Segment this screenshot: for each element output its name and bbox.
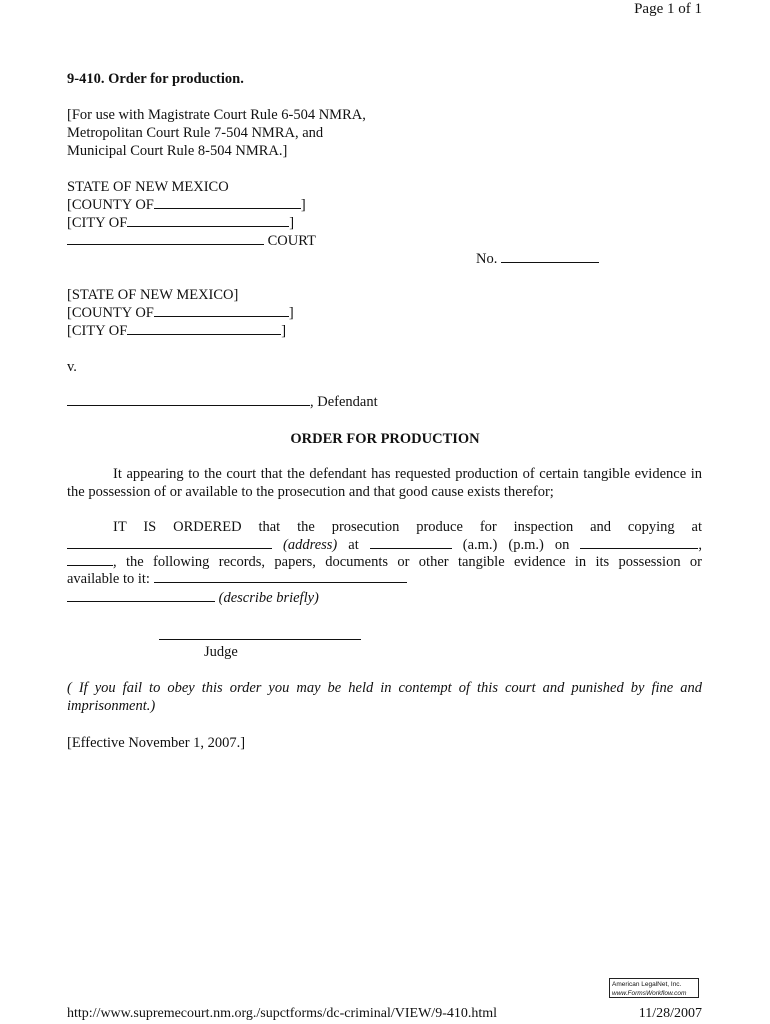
ordered-line-3-text: , the following records, papers, documents or other tangible evidence in its possession or	[113, 554, 702, 570]
description-blank[interactable]	[67, 589, 215, 602]
effective-date: [Effective November 1, 2007.]	[67, 735, 246, 751]
close-bracket: ]	[300, 197, 306, 213]
comma: ,	[698, 537, 702, 553]
address-blank[interactable]	[67, 536, 272, 549]
city-blank[interactable]	[127, 214, 289, 227]
court-name-blank[interactable]	[67, 232, 264, 245]
county-label: [COUNTY OF	[67, 305, 154, 321]
on-label: on	[554, 537, 570, 553]
case-number-label: No.	[476, 251, 498, 267]
date-blank-group	[580, 537, 702, 553]
close-bracket: ]	[289, 215, 295, 231]
recital-paragraph: It appearing to the court that the defendant has requested production of certain tangible evidence in the possession of or available to the prosecution and that good cause exists therefor;	[67, 466, 702, 500]
american-legalnet-logo	[609, 978, 699, 998]
court-state: STATE OF NEW MEXICO	[67, 179, 229, 195]
order-title: ORDER FOR PRODUCTION	[290, 431, 480, 447]
county-blank[interactable]	[154, 196, 301, 209]
address-label: (address)	[283, 537, 338, 553]
city-label: [CITY OF	[67, 215, 128, 231]
judge-label: Judge	[204, 644, 238, 660]
ampm-label: (a.m.) (p.m.)	[462, 537, 544, 553]
ordered-line-4	[67, 570, 407, 588]
judge-signature-line[interactable]	[159, 639, 361, 640]
usage-note-line: Municipal Court Rule 8-504 NMRA.]	[67, 143, 288, 159]
court-label: COURT	[267, 233, 316, 249]
footer-url[interactable]: http://www.supremecourt.nm.org./supctforms/dc-criminal/VIEW/9-410.html	[67, 1006, 498, 1021]
time-blank[interactable]	[370, 536, 452, 549]
county-label: [COUNTY OF	[67, 197, 154, 213]
available-label: available to it:	[67, 571, 150, 587]
case-number-line	[476, 250, 599, 268]
contempt-warning: ( If you fail to obey this order you may be held in contempt of this court and punished by fine and imprisonment.)	[67, 680, 702, 714]
ordered-line-3	[67, 553, 702, 572]
ordered-line-5	[67, 589, 319, 607]
versus: v.	[67, 359, 77, 375]
defendant-blank[interactable]	[67, 393, 310, 406]
plaintiff-state: [STATE OF NEW MEXICO]	[67, 287, 239, 303]
court-city-line	[67, 214, 294, 232]
date-blank[interactable]	[580, 536, 698, 549]
logo-line: www.FormsWorkflow.com	[612, 990, 687, 997]
usage-note-line: Metropolitan Court Rule 7-504 NMRA, and	[67, 125, 324, 141]
close-bracket: ]	[288, 305, 294, 321]
usage-note-line: [For use with Magistrate Court Rule 6-504 NMRA,	[67, 107, 366, 123]
close-bracket: ]	[281, 323, 287, 339]
city-label: [CITY OF	[67, 323, 128, 339]
plaintiff-city-line	[67, 322, 286, 340]
evidence-blank[interactable]	[154, 570, 407, 583]
plaintiff-county-line	[67, 304, 294, 322]
defendant-label: , Defendant	[310, 394, 378, 410]
city-blank[interactable]	[127, 322, 281, 335]
year-blank[interactable]	[67, 553, 113, 566]
ordered-line-2	[67, 536, 702, 555]
county-blank[interactable]	[154, 304, 289, 317]
defendant-line	[67, 393, 378, 411]
logo-line: American LegalNet, Inc.	[612, 981, 682, 988]
describe-label: (describe briefly)	[218, 590, 319, 606]
ordered-line-1: IT IS ORDERED that the prosecution produce for inspection and copying at	[113, 519, 702, 535]
form-heading: 9-410. Order for production.	[67, 71, 244, 87]
page-number: Page 1 of 1	[634, 1, 702, 17]
footer-date: 11/28/2007	[638, 1006, 702, 1021]
case-number-blank[interactable]	[501, 250, 599, 263]
court-name-line	[67, 232, 316, 250]
at-label: at	[348, 537, 359, 553]
court-county-line	[67, 196, 306, 214]
